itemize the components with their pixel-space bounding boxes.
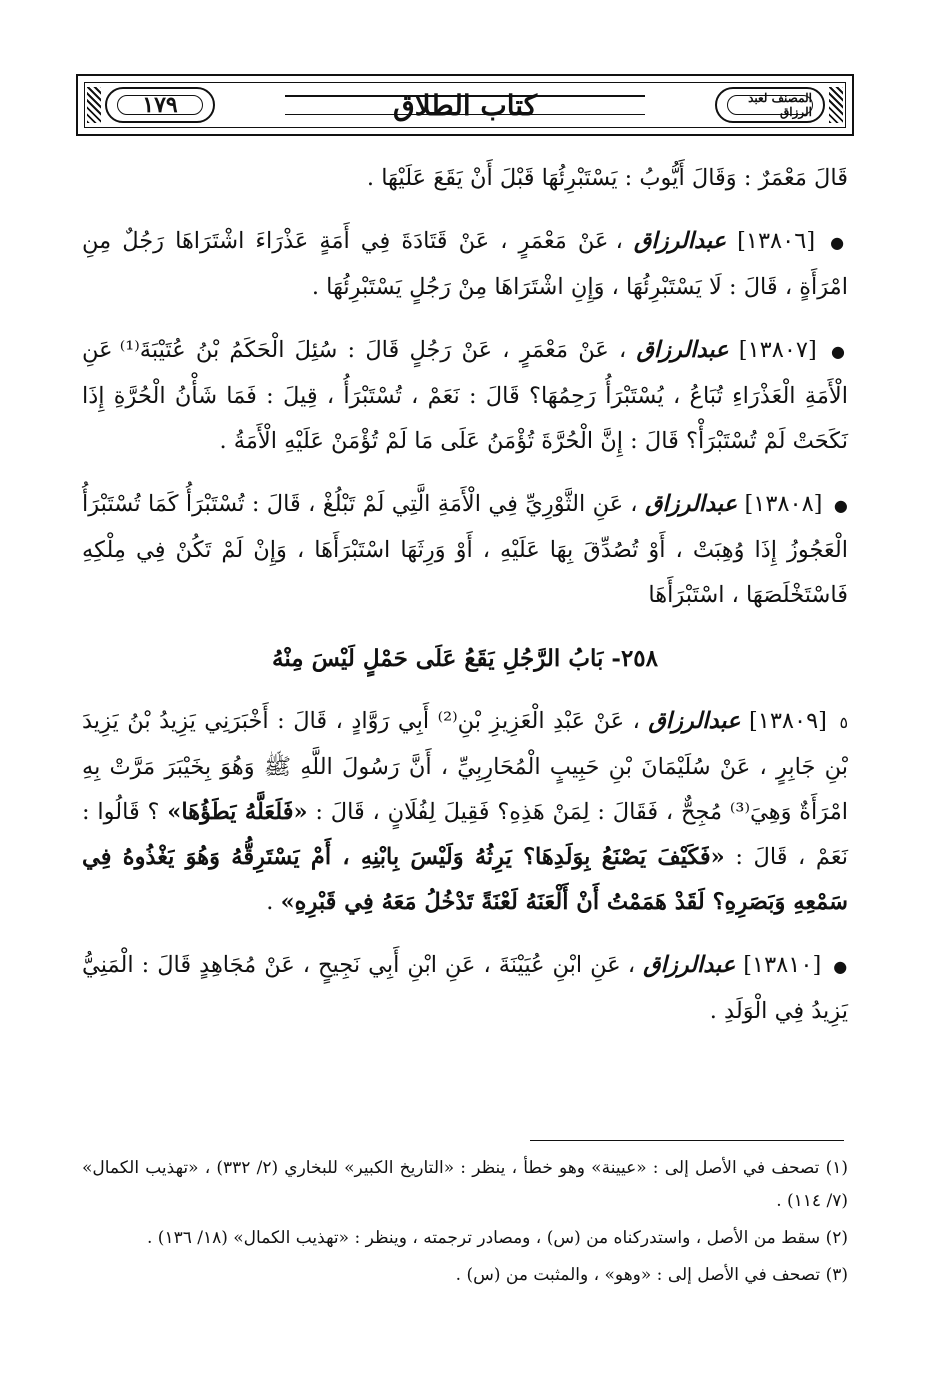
footnote-1: (١) تصحف في الأصل إلى : «عيينة» وهو خطأ ، ينظر : «التاريخ الكبير» للبخاري (٢/ ٣٣٢) ، «تهذيب الكمال» (٧/ ١١٤) . [82,1158,848,1211]
prophetic-quote: «فَكَيْفَ يَصْنَعُ بِوَلَدِهَا؟ يَرِثُهُ وَلَيْسَ بِابْنِهِ ، أَمْ يَسْتَرِقُّهُ وَهُوَ يَغْذُوهُ فِي سَمْعِهِ وَبَصَرِهِ؟ لَقَدْ هَمَمْتُ أَنْ أَلْعَنَهُ لَعْنَةً تَدْخُلُ مَعَهُ فِي قَبْرِهِ» [82,844,848,915]
hadith-number: [١٣٨٠٩] [748,708,827,734]
hadith-text: ، عَنِ ابْنِ عُيَيْنَةَ ، عَنِ ابْنِ أَبِي نَجِيحٍ ، عَنْ مُجَاهِدٍ قَالَ : الْمَنِيُّ يَزِيدُ فِي الْوَلَدِ . [82,952,848,1024]
narrator-name: عبدالرزاق [636,337,729,363]
hadith-13806 [82,219,848,310]
page-number: ١٧٩ [117,95,203,115]
narrator-name: عبدالرزاق [633,228,727,254]
paragraph-text: قَالَ مَعْمَرٌ : وَقَالَ أَيُّوبُ : يَسْتَبْرِئُهَا قَبْلَ أَنْ يَقَعَ عَلَيْهَا . [366,165,848,191]
book-logo-text: المصنف لعبد الرزاق [727,95,813,115]
hatch-ornament-left [87,87,101,123]
narrator-name: عبدالرزاق [643,952,736,978]
footnote-2: (٢) سقط من الأصل ، واستدركناه من (س) ، ومصادر ترجمته ، وينظر : «تهذيب الكمال» (١٨/ ١٣٦) . [146,1228,848,1248]
hadith-number: [١٣٨٠٦] [737,228,816,254]
paragraph-continuation [82,156,848,201]
hadith-13808 [82,482,848,618]
hadith-number: [١٣٨٠٨] [744,491,823,517]
book-logo [715,87,825,123]
hadith-text: ، عَنْ عَبْدِ الْعَزِيزِ بْنِ⁽²⁾ أَبِي رَوَّادٍ ، قَالَ : أَخْبَرَنِي يَزِيدُ بْنُ يَزِيدَ بْنِ جَابِرٍ ، عَنْ سُلَيْمَانَ بْنِ حَبِيبٍ الْمُحَارِبِيِّ ، أَنَّ رَسُولَ اللَّهِ ﷺ وَهُوَ بِخَيْبَرَ مَرَّتْ بِهِ امْرَأَةٌ وَهِيَ⁽³⁾ مُجِحٌّ ، فَقَالَ : لِمَنْ هَذِهِ؟ فَقِيلَ لِفُلَانٍ ، قَالَ : [82,708,849,825]
hadith-text: ، عَنْ مَعْمَرٍ ، عَنْ قَتَادَةَ فِي أَمَةٍ عَذْرَاءَ اشْتَرَاهَا رَجُلٌ مِنِ امْرَأَةٍ ، قَالَ : لَا يَسْتَبْرِئُهَا ، وَإِنِ اشْتَرَاهَا مِنْ رَجُلٍ يَسْتَبْرِئُهَا . [82,228,848,300]
hadith-13809 [82,699,848,925]
footnote-3: (٣) تصحف في الأصل إلى : «وهو» ، والمثبت من (س) . [455,1265,848,1285]
page-header [76,74,854,136]
page-number-cartouche [105,87,215,123]
hollow-bullet-icon: ٥ [839,713,849,732]
section-heading: ٢٥٨- بَابُ الرَّجُلِ يَقَعُ عَلَى حَمْلٍ لَيْسَ مِنْهُ [271,645,659,672]
footnote-separator [530,1140,844,1141]
hadith-13807 [82,328,848,464]
hadith-text-end: . [266,889,274,915]
main-text [82,156,848,1052]
hadith-text: ، عَنْ مَعْمَرٍ ، عَنْ رَجُلٍ قَالَ : سُئِلَ الْحَكَمُ بْنُ عُتَيْبَةَ⁽¹⁾ عَنِ الْأَمَةِ الْعَذْرَاءِ تُبَاعُ ، يُسْتَبْرَأُ رَحِمُهَا؟ قَالَ : نَعَمْ ، تُسْتَبْرَأُ ، قِيلَ : فَمَا شَأْنُ الْحُرَّةِ إِذَا نَكَحَتْ لَمْ تُسْتَبْرَأْ؟ قَالَ : إِنَّ الْحُرَّةَ تُؤْمَنُ عَلَى مَا لَمْ تُؤْمَنْ عَلَيْهِ الْأَمَةُ . [82,337,848,454]
hadith-text-mid: ؟ قَالُوا : نَعَمْ ، قَالَ : [82,799,848,870]
hadith-number: [١٣٨٠٧] [738,337,817,363]
hadith-number: [١٣٨١٠] [743,952,822,978]
hadith-text: ، عَنِ الثَّوْرِيِّ فِي الْأَمَةِ الَّتِي لَمْ تَبْلُغْ ، قَالَ : تُسْتَبْرَأُ كَمَا تُسْتَبْرَأُ الْعَجُوزُ إِذَا وُهِبَتْ ، أَوْ تُصُدِّقَ بِهَا عَلَيْهِ ، أَوْ وَرِثَهَا اسْتَبْرَأَهَا ، وَإِنْ لَمْ تَكُنْ فِي مِلْكِهِ فَاسْتَخْلَصَهَا ، اسْتَبْرَأَهَا [82,491,848,608]
bullet-icon: ● [833,496,849,515]
running-title: كتاب الطلاق [392,88,538,122]
hatch-ornament-right [829,87,843,123]
hadith-13810 [82,943,848,1034]
prophetic-quote: «فَلَعَلَّهُ يَطَؤُهَا» [167,799,308,825]
bullet-icon: ● [833,957,849,976]
bullet-icon: ● [830,233,848,252]
bullet-icon: ● [830,342,848,361]
narrator-name: عبدالرزاق [648,708,741,734]
narrator-name: عبدالرزاق [644,491,738,517]
footnotes [82,1152,848,1296]
header-inner-frame [84,82,846,128]
